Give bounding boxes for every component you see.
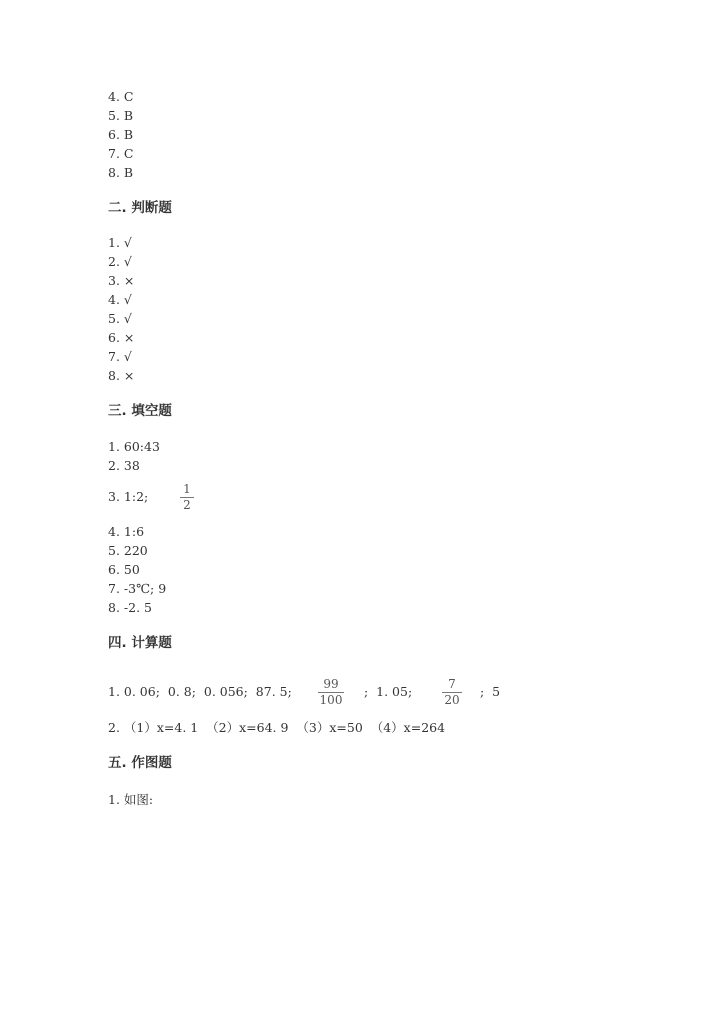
section-heading: 二. 判断题 <box>108 200 172 216</box>
answer-line: 5. √ <box>108 311 132 326</box>
answer-line: 4. 1:6 <box>108 524 145 539</box>
answer-line: 1. 如图: <box>108 792 154 807</box>
answer-line: 8. B <box>108 165 134 180</box>
answer-line: 6. × <box>108 330 135 345</box>
answer-line: 7. C <box>108 146 134 161</box>
answer-line: 6. 50 <box>108 562 140 577</box>
fraction-denominator: 100 <box>319 693 343 707</box>
answer-line: 3. × <box>108 273 135 288</box>
answer-line: 8. -2. 5 <box>108 600 152 615</box>
answer-line: 1. 60:43 <box>108 439 160 454</box>
answer-line: 3. 1:2; <box>108 489 149 504</box>
answer-line: 7. -3℃; 9 <box>108 581 167 596</box>
answer-line: 1. √ <box>108 235 132 250</box>
answer-line: 5. 220 <box>108 543 148 558</box>
section-heading: 五. 作图题 <box>108 755 172 771</box>
answer-line: 4. √ <box>108 292 132 307</box>
fraction-numerator: 1 <box>183 482 191 496</box>
answer-line: 5. B <box>108 108 134 123</box>
fraction <box>318 678 344 707</box>
fraction-numerator: 99 <box>323 677 339 691</box>
section-heading: 四. 计算题 <box>108 635 172 651</box>
fraction-denominator: 20 <box>444 693 460 707</box>
section-heading: 三. 填空题 <box>108 403 172 419</box>
answer-line: 2. （1）x=4. 1 （2）x=64. 9 （3）x=50 （4）x=264 <box>108 720 446 735</box>
answer-line: 2. √ <box>108 254 132 269</box>
fraction <box>180 483 194 512</box>
answer-line: 8. × <box>108 368 135 383</box>
answer-line-segment: ; 1. 05; <box>364 684 413 699</box>
answer-line-segment: ; 5 <box>480 684 501 699</box>
answer-line-segment: 1. 0. 06; 0. 8; 0. 056; 87. 5; <box>108 684 292 699</box>
answer-line: 4. C <box>108 89 134 104</box>
fraction-numerator: 7 <box>448 677 456 691</box>
answer-line: 2. 38 <box>108 458 140 473</box>
answer-line: 6. B <box>108 127 134 142</box>
fraction <box>442 678 462 707</box>
fraction-denominator: 2 <box>183 498 191 512</box>
answer-line: 7. √ <box>108 349 132 364</box>
